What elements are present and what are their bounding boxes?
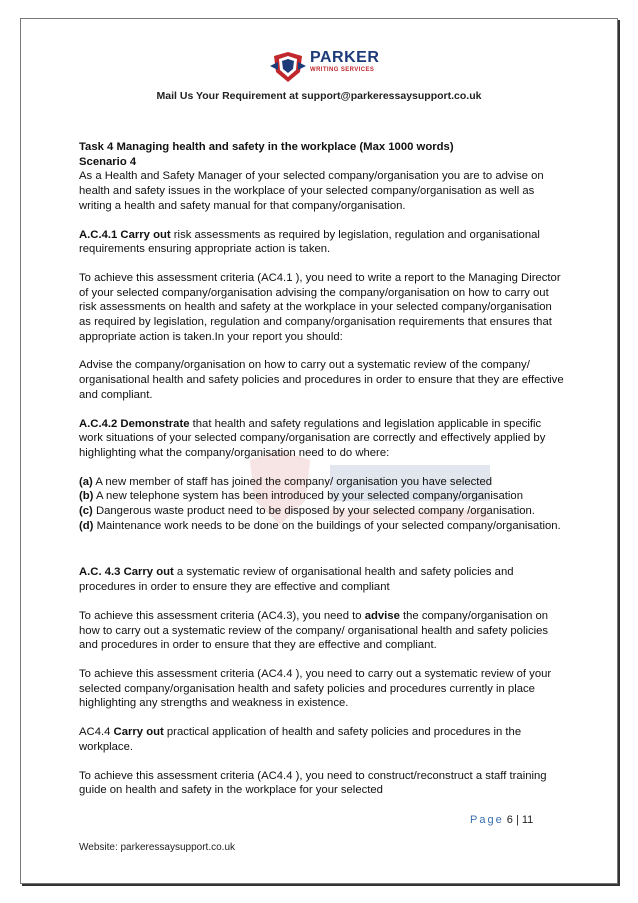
footer-website: Website: parkeressaysupport.co.uk <box>79 842 236 853</box>
list-item <box>79 504 564 519</box>
item-marker: (a) <box>79 475 93 488</box>
item-marker: (d) <box>79 519 94 532</box>
page-label: Page <box>470 814 504 826</box>
document-body <box>79 140 564 798</box>
task-title: Task 4 Managing health and safety in the workplace (Max 1000 words) <box>79 141 454 153</box>
achieve-44b-paragraph: To achieve this assessment criteria (AC4.4 ), you need to construct/reconstruct a staff training guide on health and safety in the workplace for your selected <box>79 769 547 797</box>
achieve-43-paragraph <box>79 609 564 653</box>
logo-name: PARKER <box>310 49 380 66</box>
achieve-43-bold: advise <box>364 609 400 622</box>
list-item <box>79 519 564 534</box>
item-text: Maintenance work needs to be done on the buildings of your selected company/organisation. <box>93 519 561 532</box>
item-text: Dangerous waste product need to be disposed by your selected company /organisation. <box>92 505 535 518</box>
ac43-label: A.C. 4.3 Carry out <box>79 566 174 579</box>
achieve-43-pre: To achieve this assessment criteria (AC4.3), you need to <box>79 609 365 622</box>
ac42-text: that health and safety regulations and legislation applicable in specific work situations of your selected company/organisation are correctly and effectively applied by highlighting what the company/organisation need to do where: <box>79 417 546 459</box>
logo-subtitle: WRITING SERVICES <box>310 67 375 73</box>
ac43-paragraph <box>79 565 564 594</box>
list-item <box>79 489 564 504</box>
page-count: 6 | 11 <box>506 814 534 826</box>
scenario-label: Scenario 4 <box>79 155 137 168</box>
shield-logo-icon <box>270 50 306 84</box>
ac44-pre: AC4.4 <box>79 726 114 739</box>
scenario-text: As a Health and Safety Manager of your selected company/organisation you are to advise on health and safety issues in the workplace of your selected company/organisation as well as writing a health and safety manual for that company/organisation. <box>79 170 544 212</box>
ac44-bold: Carry out <box>113 726 164 739</box>
ac41-paragraph <box>79 228 564 257</box>
achieve-41-paragraph: To achieve this assessment criteria (AC4.1 ), you need to write a report to the Managing Director of your selected company/organisation advising the company/organisation on how to carry out risk assessments on health and safety at the workplace in your selected company/organisation as required by legislation, regulation and company/organisation requirements that ensures that appropriate action is taken.In your report you should: <box>79 271 561 343</box>
ac41-text: risk assessments as required by legislation, regulation and organisational requirements ensuring appropriate action is taken. <box>79 228 540 256</box>
ac41-label: A.C.4.1 Carry out <box>79 228 171 241</box>
ac42-paragraph <box>79 417 564 461</box>
ac44-text: practical application of health and safety policies and procedures in the workplace. <box>79 726 522 753</box>
achieve-43-post: the company/organisation on how to carry out a systematic review of the company/ organisational health and safety policies and procedures in order to ensure that they are effective and compliant. <box>79 609 549 652</box>
list-item <box>79 475 564 490</box>
ac42-items <box>79 475 564 534</box>
achieve-44a-paragraph: To achieve this assessment criteria (AC4.4 ), you need to carry out a systematic review of your selected company/organisation health and safety policies and procedures currently in place highlighting any strengths and weakness in existence. <box>79 667 552 710</box>
item-marker: (c) <box>79 505 93 518</box>
item-marker: (b) <box>79 490 94 503</box>
parker-logo <box>270 48 390 88</box>
page-number <box>470 814 533 826</box>
ac42-label: A.C.4.2 Demonstrate <box>79 417 190 430</box>
item-text: A new telephone system has been introduced by your selected company/organisation <box>93 490 523 503</box>
item-text: A new member of staff has joined the company/ organisation you have selected <box>92 475 493 488</box>
ac43-text: a systematic review of organisational health and safety policies and procedures in order to ensure they are effective and compliant <box>79 566 514 594</box>
advise-paragraph: Advise the company/organisation on how to carry out a systematic review of the company/ organisational health and safety policies and procedures in order to ensure that they are effective and compliant. <box>79 359 564 401</box>
ac44-paragraph <box>79 725 564 754</box>
mail-line: Mail Us Your Requirement at support@parkeressaysupport.co.uk <box>156 90 482 102</box>
